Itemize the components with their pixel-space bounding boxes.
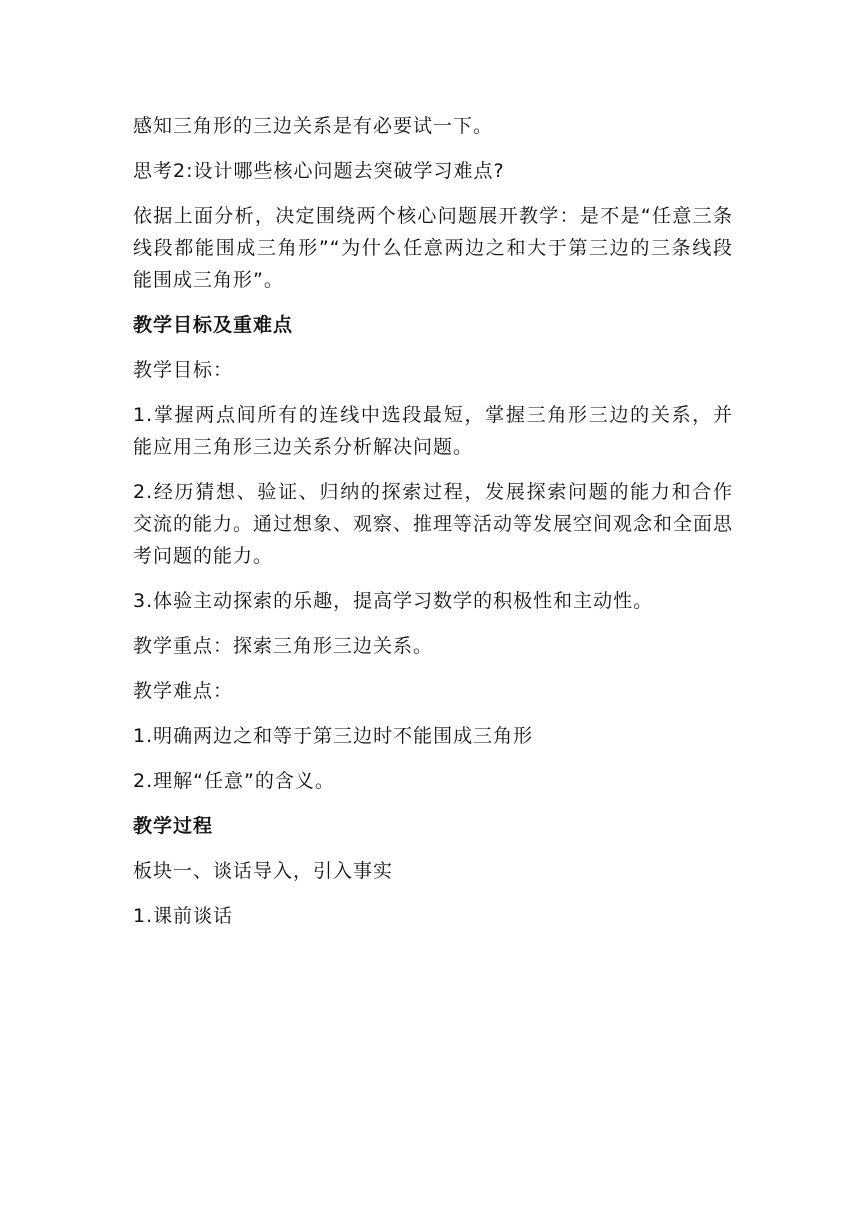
list-item: 1.课前谈话 — [133, 905, 234, 927]
list-item: 2.经历猜想、验证、归纳的探索过程，发展探索问题的能力和合作交流的能力。通过想象、观察、推理等活动等发展空间观念和全面思考问题的能力。 — [133, 481, 734, 567]
list-item: 3.体验主动探索的乐趣，提高学习数学的积极性和主动性。 — [133, 590, 654, 612]
list-item: 1.明确两边之和等于第三边时不能围成三角形 — [133, 725, 534, 747]
section-heading: 教学过程 — [133, 815, 214, 837]
paragraph: 教学重点：探索三角形三边关系。 — [133, 635, 434, 657]
document-page — [133, 110, 733, 945]
list-item: 2.理解“任意”的含义。 — [133, 770, 335, 792]
paragraph: 思考2:设计哪些核心问题去突破学习难点? — [133, 160, 505, 182]
section-heading: 教学目标及重难点 — [133, 314, 294, 336]
paragraph: 板块一、谈话导入，引入事实 — [133, 860, 394, 882]
paragraph: 教学目标： — [133, 359, 234, 381]
paragraph: 教学难点： — [133, 680, 234, 702]
paragraph: 依据上面分析，决定围绕两个核心问题展开教学：是不是“任意三条线段都能围成三角形”“为什么任意两边之和大于第三边的三条线段能围成三角形”。 — [133, 205, 733, 291]
paragraph: 感知三角形的三边关系是有必要试一下。 — [133, 115, 494, 137]
list-item: 1.掌握两点间所有的连线中选段最短，掌握三角形三边的关系，并能应用三角形三边关系分析解决问题。 — [133, 404, 733, 458]
